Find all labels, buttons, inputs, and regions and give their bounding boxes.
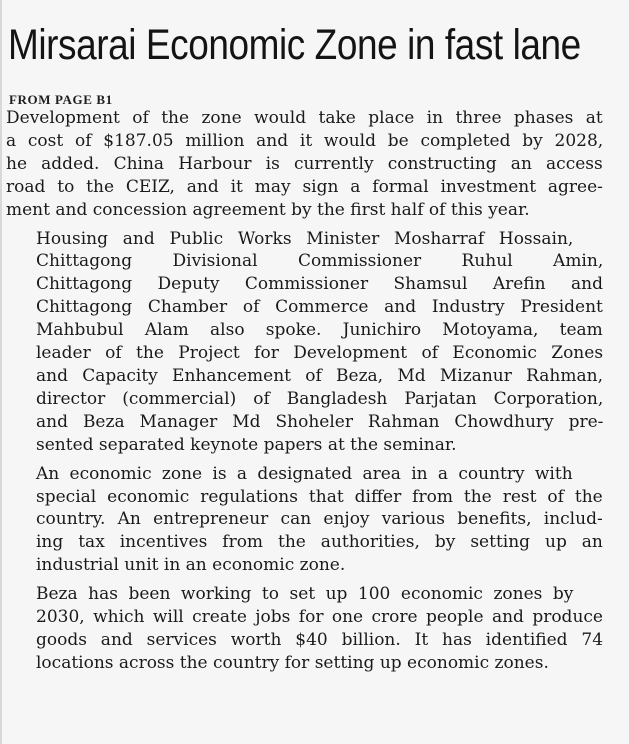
text-line: leader of the Project for Development of Economic Zones bbox=[36, 343, 604, 364]
text-line: Chittagong Chamber of Commerce and Industry President bbox=[36, 297, 603, 318]
text-line: 2030, which will create jobs for one crore people and produce bbox=[36, 607, 603, 628]
text-line: Development of the zone would take place in three phases at bbox=[6, 108, 603, 128]
text-line: Mahbubul Alam also spoke. Junichiro Motoyama, team bbox=[36, 320, 603, 341]
text-line: ment and concession agreement by the first half of this year. bbox=[6, 199, 530, 220]
text-line: country. An entrepreneur can enjoy various benefits, includ- bbox=[36, 509, 603, 530]
continued-from-label: FROM PAGE B1 bbox=[9, 92, 113, 107]
text-line: locations across the country for setting up economic zones. bbox=[36, 652, 549, 673]
text-line: Chittagong Divisional Commissioner Ruhul Amin, bbox=[36, 251, 604, 272]
text-line: a cost of $187.05 million and it would be completed by 2028, bbox=[6, 130, 604, 151]
text-line: and Beza Manager Md Shoheler Rahman Chowdhury pre- bbox=[36, 411, 604, 432]
text-line: Housing and Public Works Minister Mosharraf Hossain, bbox=[36, 228, 574, 249]
text-line: he added. China Harbour is currently constructing an access bbox=[6, 153, 603, 174]
text-line: ing tax incentives from the authorities, by setting up an bbox=[36, 532, 603, 553]
text-line: Beza has been working to set up 100 economic zones by bbox=[36, 584, 574, 605]
article-paragraph bbox=[6, 107, 603, 222]
text-line: goods and services worth $40 billion. It has identified 74 bbox=[36, 629, 604, 650]
article-paragraph bbox=[6, 463, 603, 578]
text-line: Chittagong Deputy Commissioner Shamsul Arefin and bbox=[36, 274, 603, 295]
text-line: An economic zone is a designated area in a country with bbox=[36, 463, 573, 484]
text-line: industrial unit in an economic zone. bbox=[36, 555, 346, 576]
text-line: sented separated keynote papers at the seminar. bbox=[36, 434, 457, 455]
text-line: and Capacity Enhancement of Beza, Md Mizanur Rahman, bbox=[36, 365, 603, 386]
text-line: special economic regulations that differ from the rest of the bbox=[36, 486, 603, 507]
article-headline: Mirsarai Economic Zone in fast lane bbox=[8, 21, 581, 69]
article-paragraph bbox=[6, 228, 603, 457]
article-paragraph bbox=[6, 583, 603, 675]
text-line: road to the CEIZ, and it may sign a formal investment agree- bbox=[6, 176, 603, 197]
article-body bbox=[6, 107, 603, 681]
text-line: director (commercial) of Bangladesh Parjatan Corporation, bbox=[36, 388, 604, 409]
